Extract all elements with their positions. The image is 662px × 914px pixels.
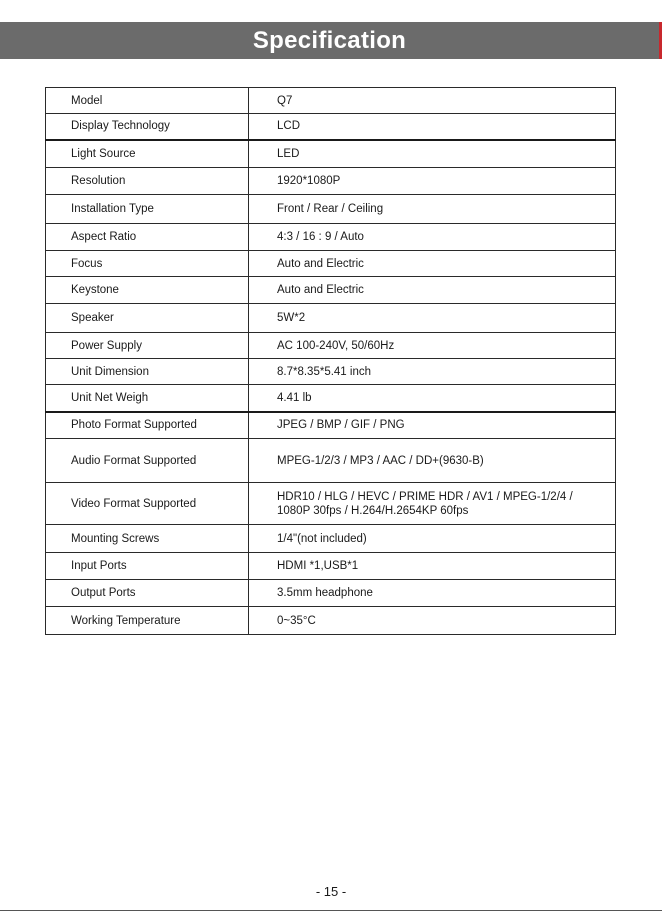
table-row <box>46 385 616 412</box>
table-row <box>46 304 616 333</box>
table-row <box>46 580 616 607</box>
spec-value: 0~35°C <box>249 607 616 635</box>
table-row <box>46 525 616 553</box>
table-row <box>46 195 616 224</box>
spec-value: 3.5mm headphone <box>249 580 616 607</box>
table-row <box>46 168 616 195</box>
spec-value: LCD <box>249 114 616 140</box>
spec-label: Mounting Screws <box>46 525 249 553</box>
spec-value: 1/4"(not included) <box>249 525 616 553</box>
spec-label: Installation Type <box>46 195 249 224</box>
spec-label: Photo Format Supported <box>46 412 249 439</box>
table-row <box>46 88 616 114</box>
table-row <box>46 277 616 304</box>
spec-value: LED <box>249 140 616 168</box>
header-bar <box>0 22 662 59</box>
table-row <box>46 251 616 277</box>
footer-divider <box>0 910 662 911</box>
spec-value: 4.41 lb <box>249 385 616 412</box>
spec-table <box>45 87 616 635</box>
spec-label: Focus <box>46 251 249 277</box>
spec-label: Keystone <box>46 277 249 304</box>
spec-value: 5W*2 <box>249 304 616 333</box>
spec-value: HDMI *1,USB*1 <box>249 553 616 580</box>
spec-value: Front / Rear / Ceiling <box>249 195 616 224</box>
spec-value: 4:3 / 16 : 9 / Auto <box>249 224 616 251</box>
spec-value: HDR10 / HLG / HEVC / PRIME HDR / AV1 / MPEG-1/2/4 / 1080P 30fps / H.264/H.2654KP 60fps <box>249 483 616 525</box>
spec-label: Output Ports <box>46 580 249 607</box>
spec-label: Input Ports <box>46 553 249 580</box>
spec-label: Unit Dimension <box>46 359 249 385</box>
spec-label: Unit Net Weigh <box>46 385 249 412</box>
spec-label: Video Format Supported <box>46 483 249 525</box>
spec-value: Q7 <box>249 88 616 114</box>
table-row <box>46 333 616 359</box>
page-title: Specification <box>252 27 407 54</box>
spec-value: JPEG / BMP / GIF / PNG <box>249 412 616 439</box>
spec-value: Auto and Electric <box>249 251 616 277</box>
spec-value: AC 100-240V, 50/60Hz <box>249 333 616 359</box>
spec-label: Display Technology <box>46 114 249 140</box>
table-row <box>46 607 616 635</box>
spec-value: MPEG-1/2/3 / MP3 / AAC / DD+(9630-B) <box>249 439 616 483</box>
spec-value: 1920*1080P <box>249 168 616 195</box>
table-row <box>46 140 616 168</box>
spec-label: Model <box>46 88 249 114</box>
page-number: - 15 - <box>315 884 347 899</box>
spec-label: Power Supply <box>46 333 249 359</box>
spec-label: Resolution <box>46 168 249 195</box>
table-row <box>46 359 616 385</box>
spec-label: Speaker <box>46 304 249 333</box>
table-row <box>46 553 616 580</box>
table-row <box>46 439 616 483</box>
table-row <box>46 412 616 439</box>
spec-value: 8.7*8.35*5.41 inch <box>249 359 616 385</box>
table-row <box>46 114 616 140</box>
spec-value: Auto and Electric <box>249 277 616 304</box>
spec-label: Aspect Ratio <box>46 224 249 251</box>
spec-label: Light Source <box>46 140 249 168</box>
table-row <box>46 483 616 525</box>
spec-label: Working Temperature <box>46 607 249 635</box>
spec-label: Audio Format Supported <box>46 439 249 483</box>
table-row <box>46 224 616 251</box>
